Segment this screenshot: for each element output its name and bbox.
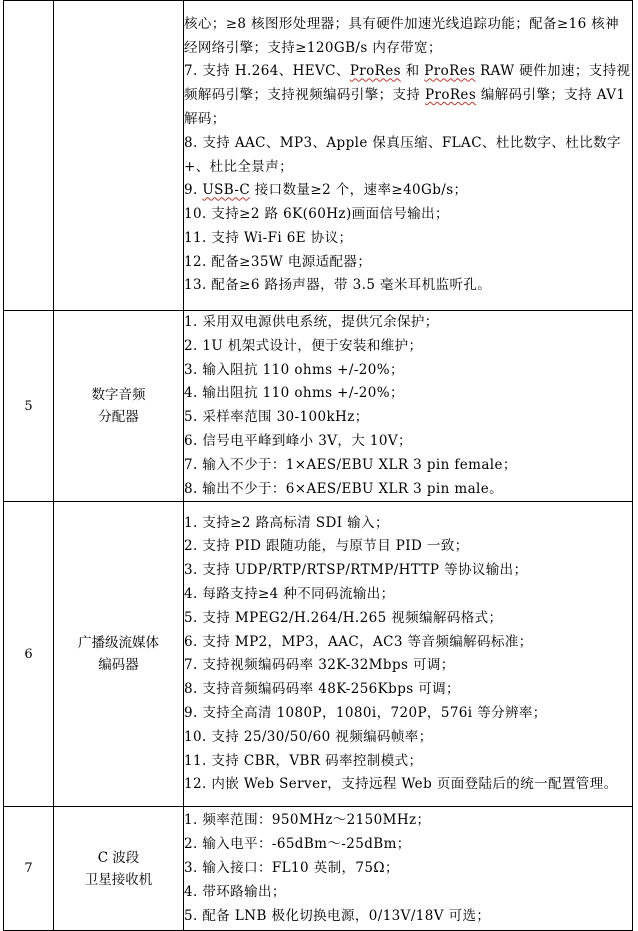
spec-line: 12. 内嵌 Web Server，支持远程 Web 页面登陆后的统一配置管理。 xyxy=(184,776,618,793)
spellcheck-underlined-term: USB-C xyxy=(202,182,251,199)
spec-line: 2. 1U 机架式设计，便于安装和维护； xyxy=(184,337,423,354)
spellcheck-underlined-term: ProRes xyxy=(424,63,476,80)
spec-line: 2. 支持 PID 跟随功能，与原节目 PID 一致； xyxy=(184,538,469,555)
spec-description xyxy=(184,1,633,311)
spec-line: 13. 配备≥6 路扬声器，带 3.5 毫米耳机监听孔。 xyxy=(184,277,492,294)
spec-line: 5. 支持 MPEG2/H.264/H.265 视频编解码格式； xyxy=(184,609,503,626)
spec-line: 7. 输入不少于：1×AES/EBU XLR 3 pin female； xyxy=(184,456,517,473)
equipment-name xyxy=(54,311,184,502)
spec-line: 9. USB-C 接口数量≥2 个，速率≥40Gb/s； xyxy=(184,182,468,199)
spec-line: 核心；≥8 核图形处理器；具有硬件加速光线追踪功能；配备≥16 核神经网络引擎；支持≥120GB/s 内存带宽； xyxy=(184,15,620,56)
spec-line: 6. 支持 MP2，MP3，AAC，AC3 等音频编解码标准； xyxy=(184,633,533,650)
spec-line: 8. 支持音频编码码率 48K-256Kbps 可调； xyxy=(184,681,460,698)
spec-line: 8. 输出不少于：6×AES/EBU XLR 3 pin male。 xyxy=(184,480,504,497)
equipment-name-line: 分配器 xyxy=(98,409,139,426)
spec-line: 4. 带环路输出； xyxy=(184,883,286,900)
equipment-name xyxy=(54,1,184,311)
spec-row xyxy=(4,807,633,931)
spec-row xyxy=(4,1,633,311)
spec-line: 11. 支持 Wi-Fi 6E 协议； xyxy=(184,229,353,246)
spec-line: 3. 支持 UDP/RTP/RTSP/RTMP/HTTP 等协议输出； xyxy=(184,562,528,579)
spec-line: 2. 输入电平：-65dBm～-25dBm； xyxy=(184,836,411,853)
equipment-name-line: C 波段 xyxy=(97,849,140,866)
spec-line: 3. 输入接口：FL10 英制，75Ω； xyxy=(184,859,399,876)
spec-line: 4. 输出阻抗 110 ohms +/-20%； xyxy=(184,385,404,402)
equipment-name-line: 编码器 xyxy=(98,657,139,674)
item-number: 6 xyxy=(4,502,54,807)
equipment-name-line: 数字音频 xyxy=(91,387,146,404)
spec-line: 1. 频率范围：950MHz～2150MHz； xyxy=(184,812,431,829)
spellcheck-underlined-term: ProRes xyxy=(349,63,401,80)
spec-description xyxy=(184,807,633,931)
spec-line: 1. 采用双电源供电系统，提供冗余保护； xyxy=(184,314,439,330)
equipment-name xyxy=(54,807,184,931)
item-number: 7 xyxy=(4,807,54,931)
spec-line: 11. 支持 CBR，VBR 码率控制模式； xyxy=(184,752,423,769)
item-number: 5 xyxy=(4,311,54,502)
spellcheck-underlined-term: ProRes xyxy=(425,87,477,104)
spec-line: 12. 配备≥35W 电源适配器； xyxy=(184,253,372,270)
spec-table-body xyxy=(4,1,633,931)
spec-line: 5. 配备 LNB 极化切换电源，0/13V/18V 可选； xyxy=(184,907,491,924)
spec-row xyxy=(4,311,633,502)
equipment-spec-table xyxy=(3,0,633,931)
item-number xyxy=(4,1,54,311)
spec-line: 1. 支持≥2 路高标清 SDI 输入； xyxy=(184,514,389,531)
spec-line: 7. 支持 H.264、HEVC、ProRes 和 ProRes RAW 硬件加速；支持视频解码引擎；支持视频编码引擎；支持 ProRes 编解码引擎；支持 AV1 解码； xyxy=(184,63,631,127)
spec-line: 5. 采样率范围 30-100kHz； xyxy=(184,409,369,426)
spec-line: 10. 支持≥2 路 6K(60Hz)画面信号输出； xyxy=(184,206,449,223)
equipment-name-line: 广播级流媒体 xyxy=(78,635,159,652)
spec-line: 6. 信号电平峰到峰小 3V，大 10V； xyxy=(184,432,412,449)
spec-description xyxy=(184,502,633,807)
spec-line: 10. 支持 25/30/50/60 视频编码帧率； xyxy=(184,728,433,745)
equipment-name-line: 卫星接收机 xyxy=(84,871,153,888)
spec-line: 9. 支持全高清 1080P，1080i，720P，576i 等分辨率； xyxy=(184,704,547,721)
spec-line: 4. 每路支持≥4 种不同码流输出； xyxy=(184,585,395,602)
spec-line: 8. 支持 AAC、MP3、Apple 保真压缩、FLAC、杜比数字、杜比数字+、杜比全景声； xyxy=(184,134,621,175)
spec-line: 3. 输入阻抗 110 ohms +/-20%； xyxy=(184,361,404,378)
equipment-name xyxy=(54,502,184,807)
spec-row xyxy=(4,502,633,807)
spec-line: 7. 支持视频编码码率 32K-32Mbps 可调； xyxy=(184,657,455,674)
spec-description xyxy=(184,311,633,502)
